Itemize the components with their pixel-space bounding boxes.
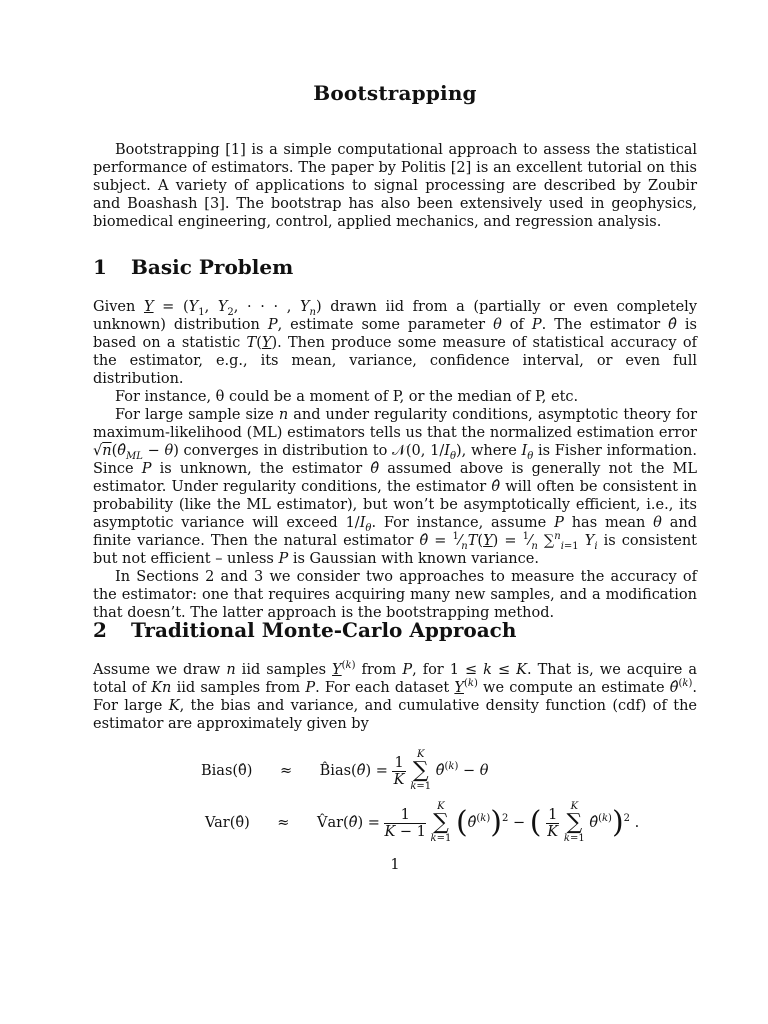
- section-2-number: 2: [93, 618, 107, 642]
- summation-3: K ∑ k=1: [563, 801, 585, 844]
- summation-2: K ∑ k=1: [430, 801, 452, 844]
- bias-equation: Bias(θ̂) ≈ B̂ias(θ̂) = $\frac{1}{K}$ K ∑ k=1 θ̂$^{(k)}$ − θ: [201, 749, 489, 792]
- summation: K ∑ k=1: [410, 749, 432, 792]
- fraction-3: $\frac{1}{K}$: [547, 806, 559, 840]
- section-1-paragraph-4: In Sections 2 and 3 we consider two approaches to measure the accuracy of the estimator: one that requires acquiring many new samples, and a modification that doesn’t. The latter approach is the bootstrapping method.: [93, 569, 697, 621]
- page-number: 1: [390, 857, 400, 873]
- approx-symbol-2: ≈: [277, 815, 290, 831]
- variance-hat: V̂ar(θ̂) =: [316, 815, 385, 831]
- intro-text: Bootstrapping [1] is a simple computational approach to assess the statistical performance of estimators. The paper by Politis [2] is an excellent tutorial on this subject. A variety of applications to signal processing are described by Zoubir and Boashash [3]. The bootstrap has also been extensively used in geophysics, biomedical engineering, control, applied mechanics, and regression analysis.: [93, 142, 697, 230]
- bias-hat: B̂ias(θ̂) =: [319, 763, 393, 779]
- section-1-body: [93, 298, 697, 622]
- fraction: $\frac{1}{K}$: [393, 754, 405, 788]
- variance-equation: Var(θ̂) ≈ V̂ar(θ̂) = $\frac{1}{K - 1}$ K ∑ k=1 (θ̂$^{(k)}$)$^2$ − ( $\frac{1}{K}$ K ∑ k=1 θ̂$^{(k)}$)$^2$ .: [205, 801, 640, 844]
- section-2-paragraph-1: Assume we draw n iid samples $Y^{(k)}$ from P, for 1 ≤ k ≤ K. That is, we acquire a total of Kn iid samples from P. For each dataset $Y^{(k)}$ we compute an estimate θ̂$^{(k)}$. For large K, the bias and variance, and cumulative density function (cdf) of the estimator are approximately given by: [93, 660, 698, 732]
- section-1-title: Basic Problem: [131, 255, 294, 279]
- fraction-2: $\frac{1}{K - 1}$: [384, 806, 426, 840]
- section-1-paragraph-2: For instance, θ could be a moment of P, or the median of P, etc.: [115, 389, 579, 405]
- intro-paragraph: [93, 141, 697, 231]
- section-2-heading: [93, 618, 517, 642]
- section-1-number: 1: [93, 255, 107, 279]
- document-title: Bootstrapping: [313, 81, 477, 105]
- section-1-paragraph-1: Given $Y = (Y_1$, $Y_2$, · · · , $Y_n$) drawn iid from a (partially or even completely unknown) distribution P, estimate some parameter θ of P. The estimator θ̂ is based on a statistic T(Y). Then produce some measure of statistical accuracy of the estimator, e.g., its mean, variance, confidence interval, or even full distribution.: [93, 299, 698, 387]
- section-2-title: Traditional Monte-Carlo Approach: [131, 618, 517, 642]
- section-1-paragraph-3: For large sample size n and under regularity conditions, asymptotic theory for maximum-likelihood (ML) estimators tells us that the normalized estimation error $√n(\thetâ_{ML} - \theta)$ converges in distribution to 𝒩(0, $1/I_\theta$), where $I_\theta$ is Fisher information. Since P is unknown, the estimator θ̂ assumed above is generally not the ML estimator. Under regularity conditions, the estimator θ̂ will often be consistent in probability (like the ML estimator), but won’t be asymptotically efficient, i.e., its asymptotic variance will exceed $1/I_\theta$. For instance, assume P has mean θ and finite variance. Then the natural estimator θ̂ = $^1⁄_nT(Y)$ = $^1⁄_n$ ∑$^n_{i=1}$ $Y_i$ is consistent but not efficient – unless P is Gaussian with known variance.: [93, 407, 698, 567]
- approx-symbol: ≈: [279, 763, 293, 779]
- section-1-heading: [93, 255, 294, 279]
- section-2-body: [93, 661, 697, 733]
- bias-label: Bias(θ̂): [201, 763, 253, 779]
- variance-label: Var(θ̂): [205, 815, 250, 831]
